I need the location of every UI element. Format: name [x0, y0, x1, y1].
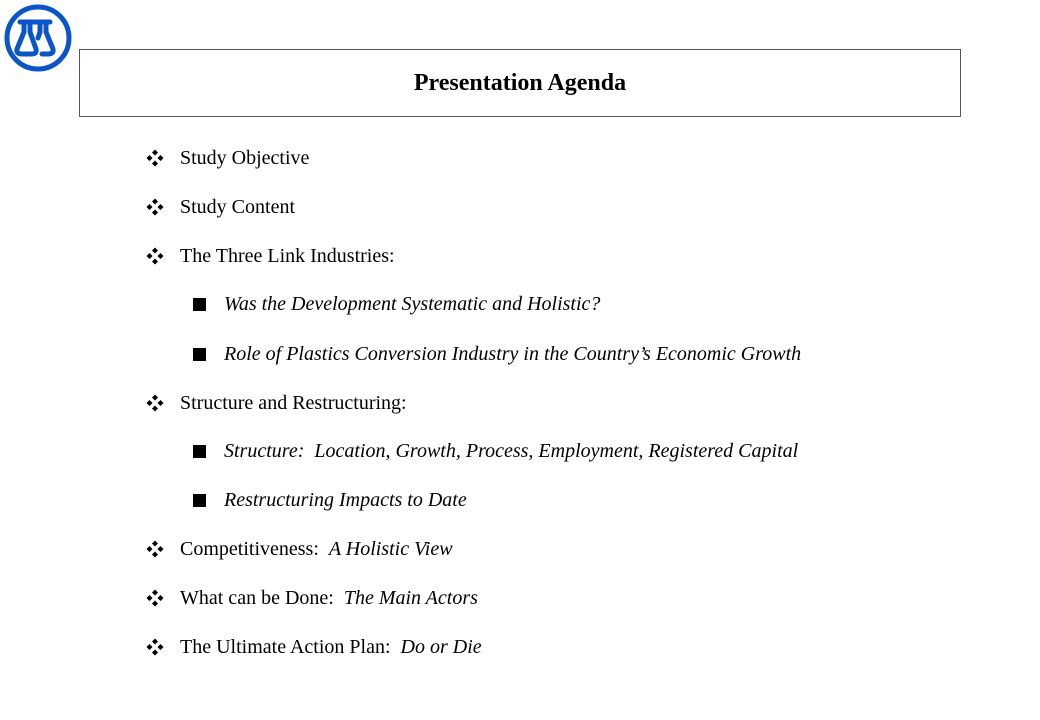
agenda-item — [146, 391, 407, 415]
agenda-item-label: The Three Link Industries: — [180, 245, 395, 267]
diamond-quad-bullet-icon — [146, 540, 164, 558]
agenda-item — [146, 635, 482, 659]
square-bullet-icon — [193, 348, 206, 361]
square-bullet-icon — [193, 494, 206, 507]
agenda-item-text — [224, 342, 801, 366]
agenda-subitem — [191, 488, 467, 512]
square-bullet-icon — [193, 445, 206, 458]
diamond-quad-bullet-icon — [146, 394, 164, 412]
agenda-subitem — [191, 292, 600, 316]
agenda-item-label: Study Objective — [180, 147, 310, 169]
agenda-item-emphasis: Restructuring Impacts to Date — [224, 489, 467, 511]
diamond-quad-bullet-icon — [146, 247, 164, 265]
agenda-item-emphasis: Structure: Location, Growth, Process, Employment, Registered Capital — [224, 440, 799, 462]
agenda-item-emphasis: The Main Actors — [343, 587, 478, 609]
agenda-item — [146, 146, 309, 170]
agenda-item-emphasis: Role of Plastics Conversion Industry in the Country’s Economic Growth — [224, 343, 802, 365]
agenda-item-text — [180, 537, 453, 561]
agenda-item — [146, 537, 453, 561]
agenda-item-emphasis: A Holistic View — [328, 538, 453, 560]
agenda-item-label: Structure and Restructuring: — [180, 392, 407, 414]
diamond-quad-bullet-icon — [146, 198, 164, 216]
agenda-item-emphasis: Do or Die — [400, 636, 482, 658]
agenda-item-label: What can be Done: — [180, 587, 344, 609]
page-title: Presentation Agenda — [413, 69, 627, 96]
agenda-subitem — [191, 439, 798, 463]
agenda-item-label: Study Content — [180, 196, 296, 218]
agenda-item-text — [180, 244, 395, 268]
agenda-item — [146, 195, 295, 219]
agenda-item-text — [224, 488, 467, 512]
agenda-item-text — [180, 146, 309, 170]
agenda-item-text — [180, 391, 407, 415]
square-bullet-icon — [193, 298, 206, 311]
agenda-item-label: The Ultimate Action Plan: — [180, 636, 401, 658]
agenda-item-text — [224, 439, 798, 463]
diamond-quad-bullet-icon — [146, 638, 164, 656]
agenda-item-text — [180, 635, 482, 659]
agenda-item-label: Competitiveness: — [180, 538, 329, 560]
agenda-item — [146, 586, 478, 610]
agenda-item-text — [180, 586, 478, 610]
diamond-quad-bullet-icon — [146, 589, 164, 607]
agenda-item — [146, 244, 395, 268]
agenda-item-text — [180, 195, 295, 219]
diamond-quad-bullet-icon — [146, 149, 164, 167]
agenda-item-emphasis: Was the Development Systematic and Holistic? — [224, 293, 601, 315]
agenda-subitem — [191, 342, 801, 366]
agenda-item-text — [224, 292, 600, 316]
